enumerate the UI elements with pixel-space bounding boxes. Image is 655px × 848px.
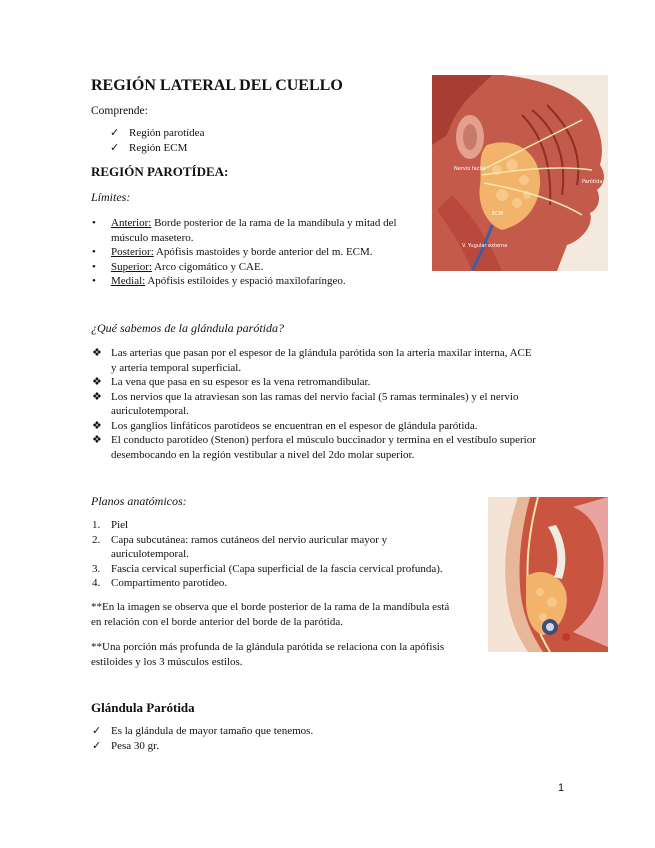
label-nervio-facial: Nervio facial: [454, 166, 486, 172]
label-ecm: ECM: [492, 211, 503, 217]
diamond-bullet-icon: ❖: [92, 347, 102, 359]
label-parotida: Parótida: [582, 179, 603, 185]
limites-list: [92, 216, 431, 289]
parotid-cross-section-illustration: [488, 497, 608, 652]
diamond-bullet-icon: ❖: [92, 434, 102, 446]
page-title: REGIÓN LATERAL DEL CUELLO: [91, 77, 343, 94]
diamond-bullet-icon: ❖: [92, 419, 102, 432]
list-item: ❖ Los ganglios linfáticos parotídeos se encuentran en el espesor de glándula parótida.: [92, 419, 478, 432]
list-item: • Anterior: Borde posterior de la rama de la mandíbula y mitad del músculo masetero.: [92, 217, 397, 244]
list-item: ❖ El conducto parotídeo (Stenon) perfora el músculo buccinador y termina en el vestíbulo superior desembocando en la región vestibular a nivel del 2do molar superior.: [92, 434, 536, 461]
list-item: ❖ Los nervios que la atraviesan son las ramas del nervio facial (5 ramas terminales) y el nervio auriculotemporal.: [92, 390, 519, 417]
planos-heading: Planos anatómicos:: [91, 494, 187, 508]
diamond-bullet-icon: ❖: [92, 376, 102, 388]
list-item: 4. Compartimento parotídeo.: [92, 577, 228, 589]
list-item: ❖ Las arterias que pasan por el espesor de la glándula parótida son la arteria maxilar interna, ACE y arteria temporal superficial.: [92, 347, 532, 374]
list-item: • Superior: Arco cigomático y CAE.: [92, 260, 264, 273]
label-vena-yugular: V. Yugular externa: [462, 243, 508, 249]
list-item: ✓ Pesa 30 gr.: [92, 739, 159, 752]
bullet-icon: •: [92, 217, 96, 229]
bullet-icon: •: [92, 275, 96, 287]
limites-label: Límites:: [91, 190, 131, 204]
note-mandible: **En la imagen se observa que el borde posterior de la rama de la mandíbula está en relación con el borde anterior del borde de la parótida.: [91, 601, 450, 628]
checkmark-icon: ✓: [110, 127, 120, 139]
gland-heading: Glándula Parótida: [91, 700, 195, 715]
comprende-list: [110, 126, 205, 155]
gland-list: [92, 724, 314, 753]
bullet-icon: •: [92, 260, 96, 273]
comprende-label: Comprende:: [91, 105, 148, 117]
bullet-icon: •: [92, 246, 96, 258]
planos-list: [92, 518, 473, 591]
list-item: 1. Piel: [92, 519, 129, 531]
list-item: 3. Fascia cervical superficial (Capa superficial de la fascia cervical profunda).: [92, 562, 443, 575]
page-number: 1: [558, 782, 565, 794]
list-item: 2. Capa subcutánea: ramos cutáneos del nervio auricular mayor y auriculotemporal.: [92, 533, 388, 560]
parotid-region-illustration: [432, 75, 608, 271]
list-item: • Posterior: Apófisis mastoides y borde anterior del m. ECM.: [92, 246, 373, 258]
list-item: ✓ Es la glándula de mayor tamaño que tenemos.: [92, 725, 314, 737]
list-item: • Medial: Apófisis estiloides y espació maxilofaríngeo.: [92, 275, 346, 287]
list-item: ✓ Región parotídea: [110, 127, 205, 139]
checkmark-icon: ✓: [92, 725, 102, 737]
sabemos-heading: ¿Qué sabemos de la glándula parótida?: [91, 321, 284, 335]
parotid-heading: REGIÓN PAROTÍDEA:: [91, 164, 229, 179]
checkmark-icon: ✓: [92, 739, 102, 752]
list-item: ✓ Región ECM: [110, 141, 188, 154]
diamond-bullet-icon: ❖: [92, 390, 102, 403]
sabemos-list: [92, 346, 563, 462]
list-item: ❖ La vena que pasa en su espesor es la vena retromandibular.: [92, 376, 371, 388]
note-deep-portion: **Una porción más profunda de la glándula parótida se relaciona con la apófisis estiloides y los 3 músculos estilos.: [91, 641, 445, 668]
checkmark-icon: ✓: [110, 141, 120, 154]
